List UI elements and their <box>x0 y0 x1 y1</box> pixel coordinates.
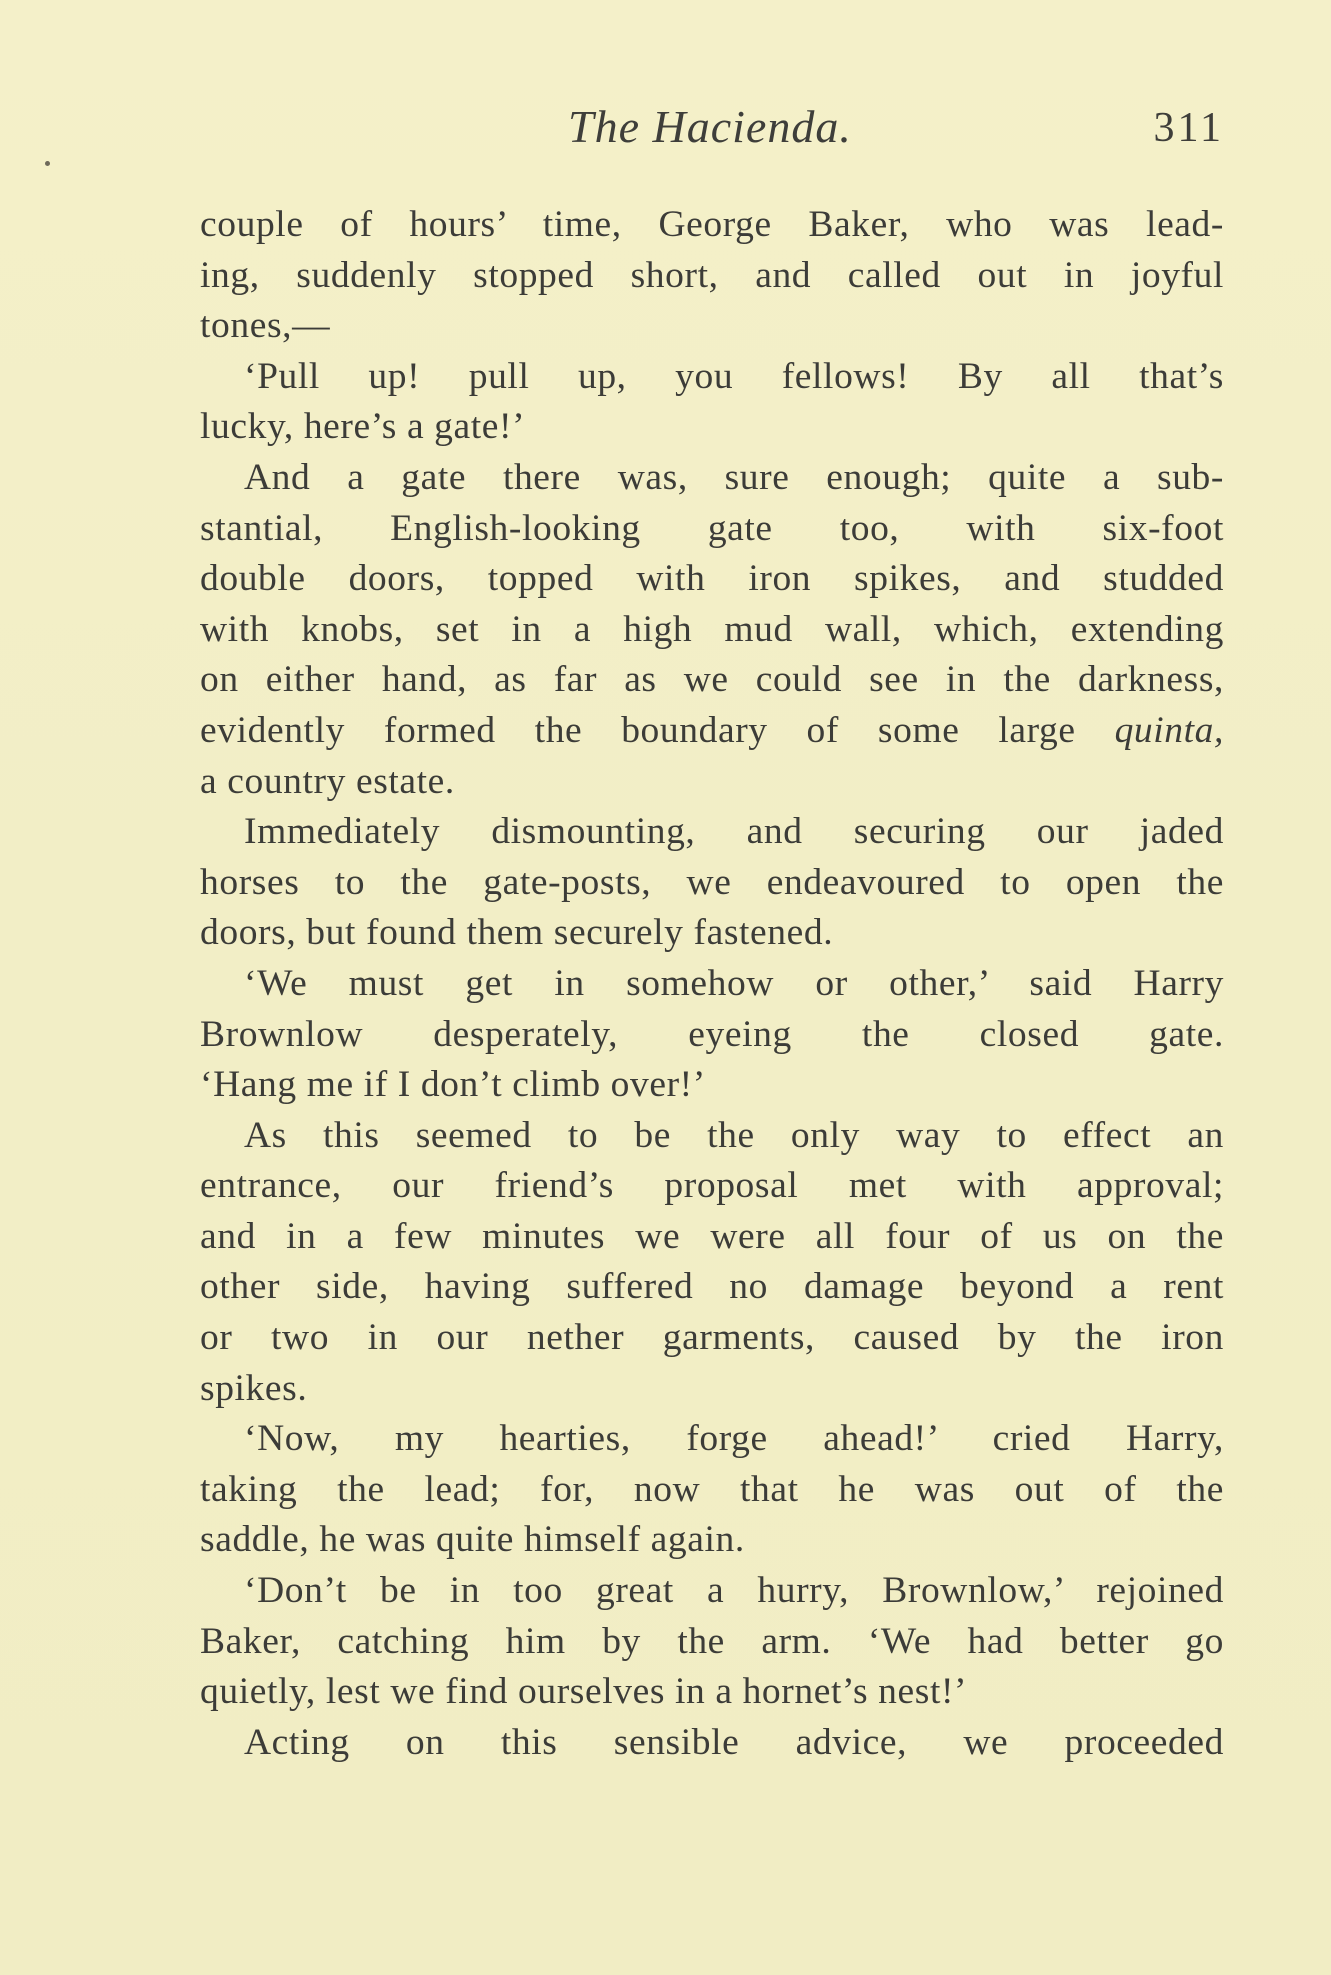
text-line: entrance, our friend’s proposal met with approval; <box>200 1165 1224 1207</box>
text-line: stantial, English-looking gate too, with six-foot <box>200 507 1224 549</box>
text-line: ‘Now, my hearties, forge ahead!’ cried Harry, <box>244 1418 1224 1460</box>
text-line: Baker, catching him by the arm. ‘We had better go <box>200 1620 1224 1662</box>
text-line: double doors, topped with iron spikes, and studded <box>200 558 1224 600</box>
text-line: quietly, lest we find ourselves in a hornet’s nest!’ <box>200 1671 968 1713</box>
text-line: spikes. <box>200 1367 308 1409</box>
text-line-segment: evidently formed the boundary of some large <box>200 709 1115 751</box>
text-line: Immediately dismounting, and securing our jaded <box>244 811 1224 853</box>
text-line: doors, but found them securely fastened. <box>200 912 834 954</box>
text-line: ‘Don’t be in too great a hurry, Brownlow,’ rejoined <box>244 1570 1224 1612</box>
text-line: ‘We must get in somehow or other,’ said Harry <box>244 962 1224 1004</box>
page-header <box>200 100 1224 164</box>
text-line: couple of hours’ time, George Baker, who was lead- <box>200 204 1224 245</box>
text-line: Brownlow desperately, eyeing the closed gate. <box>200 1013 1224 1055</box>
text-line: ing, suddenly stopped short, and called out in joyful <box>200 254 1224 296</box>
text-line: or two in our nether garments, caused by the iron <box>200 1317 1224 1359</box>
text-line: saddle, he was quite himself again. <box>200 1519 745 1561</box>
text-line: on either hand, as far as we could see in the darkness, <box>200 659 1224 701</box>
text-line: ‘Hang me if I don’t climb over!’ <box>200 1064 706 1106</box>
text-line: other side, having suffered no damage beyond a rent <box>200 1266 1224 1308</box>
text-line: ‘Pull up! pull up, you fellows! By all that’s <box>244 355 1224 397</box>
text-line: As this seemed to be the only way to effect an <box>244 1114 1224 1156</box>
page-number: 311 <box>1153 105 1224 151</box>
text-line: tones,— <box>200 305 331 347</box>
text-line: taking the lead; for, now that he was out of the <box>200 1468 1224 1510</box>
text-line: a country estate. <box>200 760 455 802</box>
italic-term: quinta, <box>1114 709 1224 751</box>
body-text <box>200 200 1224 1768</box>
text-line: And a gate there was, sure enough; quite a sub- <box>244 456 1224 498</box>
ink-speck <box>45 161 50 166</box>
text-line: Acting on this sensible advice, we proceeded <box>244 1721 1224 1763</box>
text-line: and in a few minutes we were all four of us on the <box>200 1215 1224 1257</box>
text-line <box>200 706 1224 757</box>
running-title: The Hacienda. <box>568 101 852 152</box>
text-line: horses to the gate-posts, we endeavoured to open the <box>200 861 1224 903</box>
text-line: lucky, here’s a gate!’ <box>200 406 526 448</box>
text-line: with knobs, set in a high mud wall, which, extending <box>200 608 1224 650</box>
